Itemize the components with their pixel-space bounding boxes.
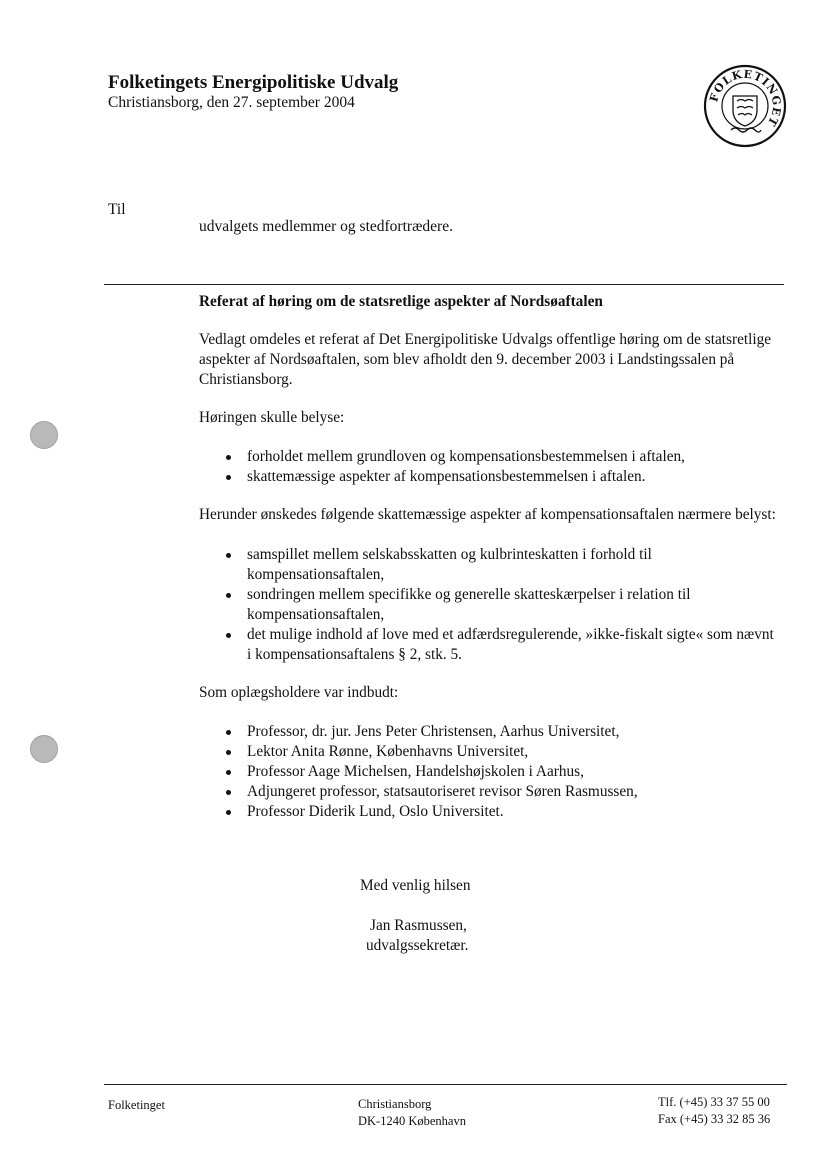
- signoff: [360, 876, 470, 956]
- addressee-label: Til: [108, 201, 126, 218]
- list-item: Professor, dr. jur. Jens Peter Christensen, Aarhus Universitet,: [247, 722, 779, 742]
- closing-greeting: Med venlig hilsen: [360, 877, 471, 894]
- list-item: skattemæssige aspekter af kompensationsbestemmelsen i aftalen.: [247, 467, 779, 487]
- subject-line: Referat af høring om de statsretlige aspekter af Nordsøaftalen: [199, 293, 603, 310]
- committee-name: Folketingets Energipolitiske Udvalg: [108, 72, 399, 93]
- list-item: forholdet mellem grundloven og kompensationsbestemmelsen i aftalen,: [247, 447, 779, 467]
- purpose-list: [199, 447, 779, 487]
- seal-text: FOLKETINGET: [707, 67, 784, 129]
- signer-title: udvalgssekretær.: [366, 937, 469, 954]
- footer-address-line2: DK-1240 København: [358, 1114, 466, 1128]
- list-item: Professor Aage Michelsen, Handelshøjskolen i Aarhus,: [247, 762, 779, 782]
- footer-divider: [104, 1084, 787, 1085]
- list-item: Professor Diderik Lund, Oslo Universitet.: [247, 802, 779, 822]
- place-date: Christiansborg, den 27. september 2004: [108, 94, 355, 111]
- footer-organization: Folketinget: [108, 1098, 165, 1112]
- footer-phone: Tlf. (+45) 33 37 55 00: [658, 1095, 770, 1109]
- letter-body: [199, 292, 779, 822]
- list-item: samspillet mellem selskabsskatten og kulbrinteskatten i forhold til kompensationsaftalen,: [247, 545, 779, 585]
- speakers-list: [199, 722, 779, 822]
- list-item: Adjungeret professor, statsautoriseret revisor Søren Rasmussen,: [247, 782, 779, 802]
- footer-address-line1: Christiansborg: [358, 1097, 432, 1111]
- tax-lead: Herunder ønskedes følgende skattemæssige aspekter af kompensationsaftalen nærmere belyst:: [199, 506, 776, 523]
- footer-address: [358, 1096, 466, 1130]
- speakers-lead: Som oplægsholdere var indbudt:: [199, 684, 399, 701]
- intro-paragraph: Vedlagt omdeles et referat af Det Energipolitiske Udvalgs offentlige høring om de statsretlige aspekter af Nordsøaftalen, som blev afholdt den 9. december 2003 i Landstingssalen på Christiansborg.: [199, 331, 772, 388]
- list-item: det mulige indhold af love med et adfærdsregulerende, »ikke-fiskalt sigte« som nævnt i kompensationsaftalens § 2, stk. 5.: [247, 625, 779, 665]
- header-divider: [104, 284, 784, 285]
- list-item: sondringen mellem specifikke og generelle skatteskærpelser i relation til kompensationsaftalen,: [247, 585, 779, 625]
- purpose-lead: Høringen skulle belyse:: [199, 409, 345, 426]
- addressee-recipients: udvalgets medlemmer og stedfortrædere.: [199, 218, 453, 235]
- punch-hole: [30, 735, 58, 763]
- footer-contact: [658, 1094, 770, 1128]
- folketinget-seal-icon: [703, 64, 787, 148]
- footer-fax: Fax (+45) 33 32 85 36: [658, 1112, 771, 1126]
- tax-aspects-list: [199, 545, 779, 665]
- signer-name: Jan Rasmussen,: [370, 917, 467, 934]
- list-item: Lektor Anita Rønne, Københavns Universitet,: [247, 742, 779, 762]
- punch-hole: [30, 421, 58, 449]
